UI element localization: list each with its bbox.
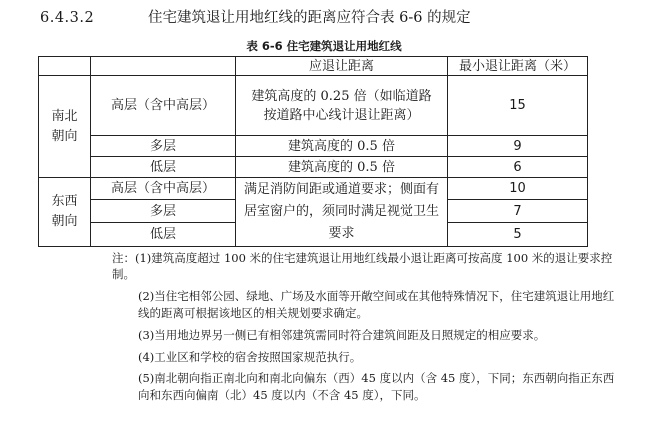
header-min-setback: 最小退让距离（米） — [448, 57, 588, 76]
building-type-cell: 低层 — [91, 223, 236, 247]
orientation-ns-cell — [39, 76, 91, 178]
section-title: 住宅建筑退让用地红线的距离应符合表 6-6 的规定 — [148, 10, 471, 26]
note-1: 注：(1)建筑高度超过 100 米的住宅建筑退让用地红线最小退让距离可按高度 100 米的退让要求控制。 — [112, 251, 613, 282]
min-setback-cell: 9 — [448, 136, 588, 157]
setback-cell: 建筑高度的 0.5 倍 — [236, 136, 448, 157]
header-setback: 应退让距离 — [236, 57, 448, 76]
note-2: (2)当住宅相邻公园、绿地、广场及水面等开敞空间或在其他特殊情况下，住宅建筑退让用地红线的距离可根据该地区的相关规划要求确定。 — [138, 289, 615, 320]
table-row — [39, 178, 588, 200]
orientation-label: 南北朝向 — [51, 108, 78, 144]
table-notes — [112, 250, 618, 409]
section-number: 6.4.3.2 — [40, 10, 95, 26]
building-type-cell: 多层 — [91, 136, 236, 157]
min-setback-cell: 5 — [448, 223, 588, 247]
table-header-row — [39, 57, 588, 76]
setback-cell: 建筑高度的 0.5 倍 — [236, 157, 448, 178]
building-type-cell: 高层（含中高层） — [91, 76, 236, 136]
building-type-cell: 低层 — [91, 157, 236, 178]
setback-cell: 建筑高度的 0.25 倍（如临道路按道路中心线计退让距离） — [236, 76, 448, 136]
section-heading — [40, 6, 471, 27]
header-blank — [39, 57, 91, 76]
orientation-ew-cell — [39, 178, 91, 247]
building-type-cell: 多层 — [91, 200, 236, 223]
setback-shared-cell: 满足消防间距或通道要求；侧面有居室窗户的，须同时满足视觉卫生要求 — [236, 178, 448, 247]
building-type-cell: 高层（含中高层） — [91, 178, 236, 200]
orientation-label: 东西朝向 — [51, 194, 78, 229]
min-setback-cell: 7 — [448, 200, 588, 223]
min-setback-cell: 15 — [448, 76, 588, 136]
note-4: (4)工业区和学校的宿舍按照国家规范执行。 — [138, 349, 362, 364]
table-row — [39, 136, 588, 157]
min-setback-cell: 10 — [448, 178, 588, 200]
min-setback-cell: 6 — [448, 157, 588, 178]
header-blank — [91, 57, 236, 76]
table-row — [39, 157, 588, 178]
note-3: (3)当用地边界另一侧已有相邻建筑需同时符合建筑间距及日照规定的相应要求。 — [138, 327, 546, 342]
setback-table — [38, 56, 588, 247]
table-caption: 表 6-6 住宅建筑退让用地红线 — [246, 39, 402, 53]
note-5: (5)南北朝向指正南北向和南北向偏东（西）45 度以内（含 45 度），下同；东西朝向指正东西向和东西向偏南（北）45 度以内（不含 45 度），下同。 — [138, 371, 615, 402]
table-row — [39, 76, 588, 136]
